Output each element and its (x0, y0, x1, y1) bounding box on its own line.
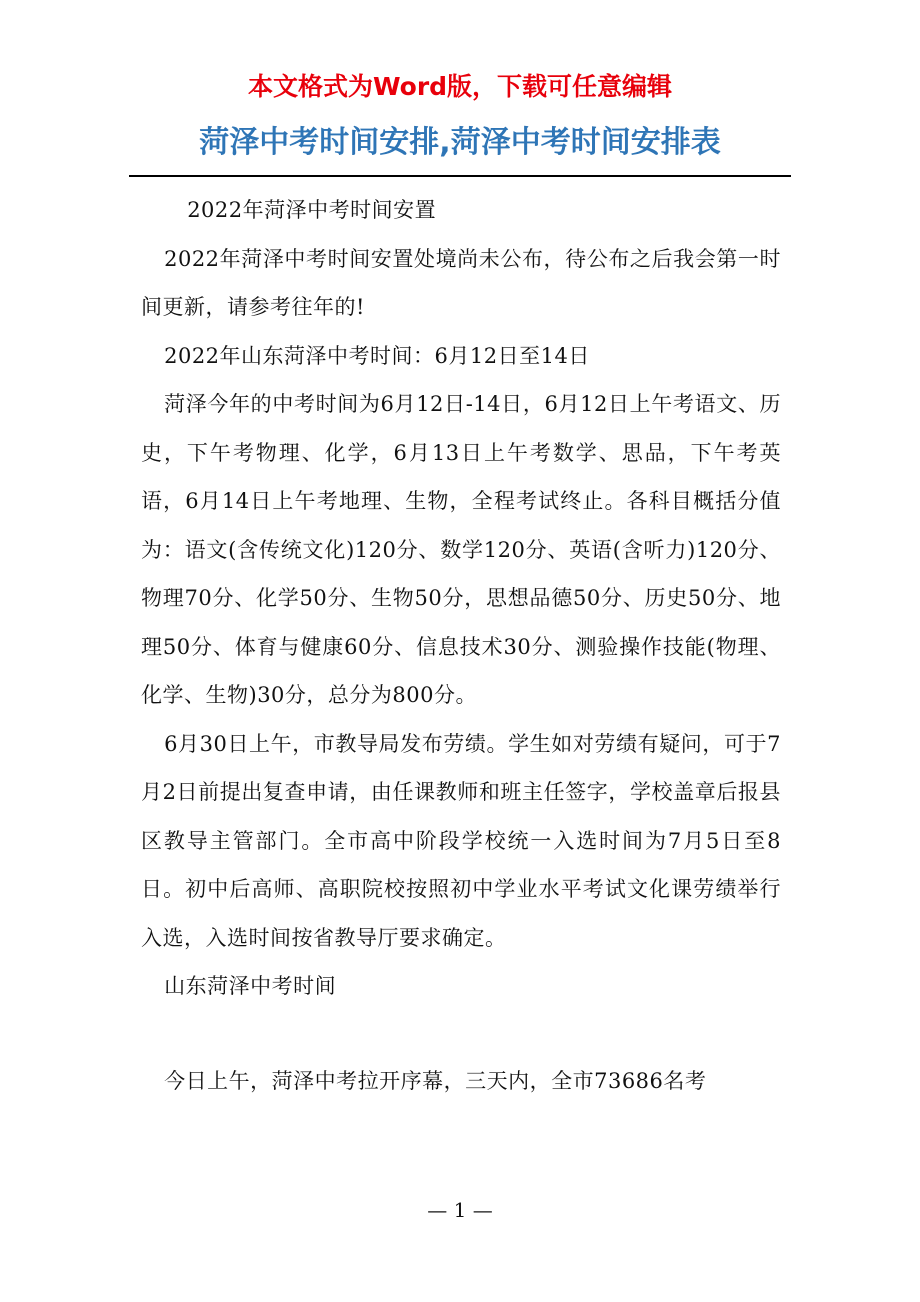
download-banner: 本文格式为Word版，下载可任意编辑 (247, 72, 673, 101)
paragraph: 菏泽今年的中考时间为6月12日-14日，6月12日上午考语文、历史，下午考物理、化学，6月13日上午考数学、思品，下午考英语，6月14日上午考地理、生物，全程考试终止。各科目概括分值为：语文(含传统文化)120分、数学120分、英语(含听力)120分、物理70分、化学50分、生物50分，思想品德50分、历史50分、地理50分、体育与健康60分、信息技术30分、测验操作技能(物理、化学、生物)30分，总分为800分。 (141, 392, 781, 707)
section-heading: 山东菏泽中考时间 (164, 974, 337, 998)
paragraph: 2022年山东菏泽中考时间：6月12日至14日 (164, 343, 590, 368)
paragraph: 2022年菏泽中考时间安置处境尚未公布，待公布之后我会第一时间更新，请参考往年的! (141, 246, 781, 319)
section-heading: 2022年菏泽中考时间安置 (187, 198, 437, 222)
page-number: — 1 — (427, 1198, 493, 1222)
page-title: 菏泽中考时间安排,菏泽中考时间安排表 (199, 125, 721, 160)
paragraph: 今日上午，菏泽中考拉开序幕，三天内，全市73686名考 (164, 1068, 707, 1093)
document-body (141, 186, 781, 1105)
title-divider (129, 175, 791, 177)
paragraph: 6月30日上午，市教导局发布劳绩。学生如对劳绩有疑问，可于7月2日前提出复查申请，由任课教师和班主任签字，学校盖章后报县区教导主管部门。全市高中阶段学校统一入选时间为7月5日至8日。初中后高师、高职院校按照初中学业水平考试文化课劳绩举行入选，入选时间按省教导厅要求确定。 (141, 731, 781, 950)
